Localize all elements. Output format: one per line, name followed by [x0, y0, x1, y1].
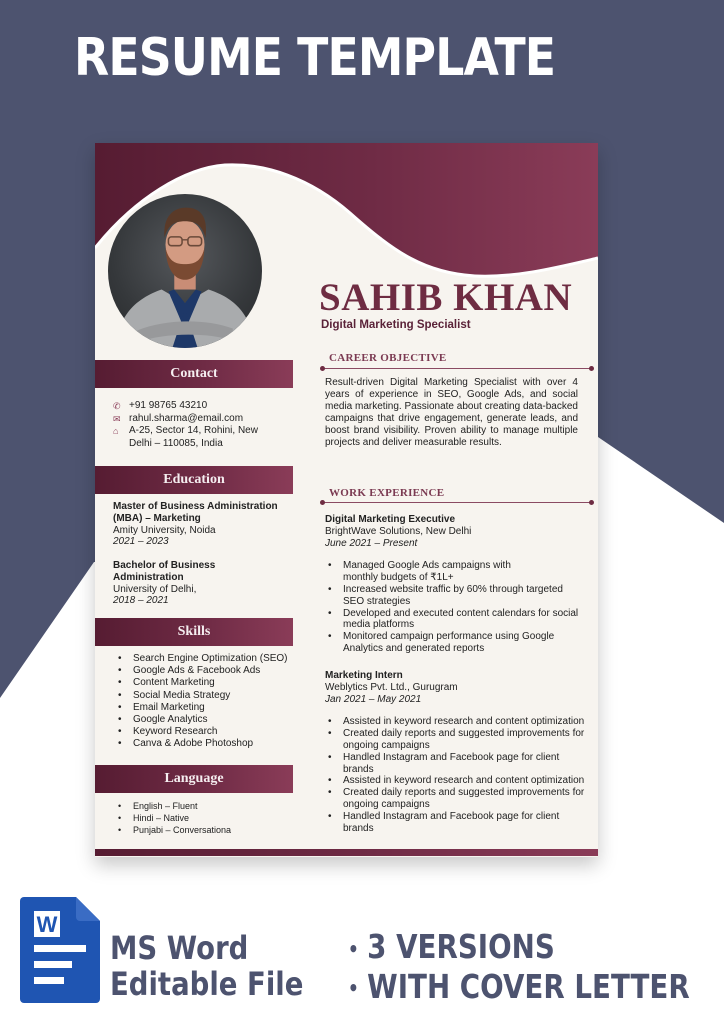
email-icon: ✉: [113, 413, 121, 424]
contact-heading: Contact: [95, 360, 293, 388]
job-bullet: • Created daily reports and suggested improvements for ongoing campaigns: [325, 728, 587, 752]
job-dates: Jan 2021 – May 2021: [325, 693, 422, 705]
skill-item: • Canva & Adobe Photoshop: [115, 738, 288, 750]
language-heading: Language: [95, 765, 293, 793]
skill-item: • Social Media Strategy: [115, 690, 288, 702]
skills-heading: Skills: [95, 618, 293, 646]
education-degree: Master of Business Administration (MBA) – Marketing: [113, 501, 278, 524]
job-company: Weblytics Pvt. Ltd., Gurugram: [325, 681, 458, 693]
job-entry: [325, 514, 590, 655]
ms-word-icon: [20, 897, 100, 1003]
job-bullet: • Developed and executed content calendars for social media platforms: [325, 608, 590, 632]
contact-address: [113, 425, 289, 450]
job-dates: June 2021 – Present: [325, 537, 418, 549]
job-bullet: • Handled Instagram and Facebook page for client brands: [325, 752, 565, 776]
skill-item: • Google Ads & Facebook Ads: [115, 665, 288, 677]
skill-item: • Content Marketing: [115, 677, 288, 689]
job-bullet: • Handled Instagram and Facebook page for client brands: [325, 811, 565, 835]
format-line-2: Editable File: [110, 965, 304, 1003]
education-heading: Education: [95, 466, 293, 494]
contact-email: [113, 413, 289, 426]
skill-item: • Google Analytics: [115, 714, 288, 726]
phone-icon: ✆: [113, 401, 121, 411]
language-item: • Hindi – Native: [115, 813, 231, 825]
email-text[interactable]: rahul.sharma@email.com: [129, 412, 244, 424]
job-bullet: • Managed Google Ads campaigns with monthly budgets of ₹1L+: [325, 560, 547, 584]
home-icon: ⌂: [113, 426, 119, 436]
education-school: Amity University, Noida: [113, 524, 216, 536]
career-objective-heading: CAREER OBJECTIVE: [329, 352, 447, 364]
language-item: • English – Fluent: [115, 801, 231, 813]
job-bullet: • Assisted in keyword research and content optimization: [325, 716, 587, 728]
bullet-icon: •: [348, 976, 359, 1000]
resume-page: [95, 143, 598, 857]
format-line-1: MS Word: [110, 929, 249, 967]
section-divider: [322, 502, 592, 503]
skill-item: • Search Engine Optimization (SEO): [115, 653, 288, 665]
job-bullets: [325, 716, 587, 834]
job-title: Digital Marketing Executive: [325, 514, 456, 525]
job-entry: [325, 670, 587, 834]
education-item: [113, 501, 293, 548]
feature-list: [348, 928, 690, 1007]
footer-bar: [95, 849, 598, 856]
format-label: [110, 930, 303, 1002]
job-bullets: [325, 560, 590, 654]
profile-photo: [106, 192, 264, 350]
feature-item: • 3 VERSIONS: [348, 927, 555, 966]
svg-text:W: W: [36, 912, 58, 937]
job-bullet: • Increased website traffic by 60% through targeted SEO strategies: [325, 584, 580, 608]
contact-phone: [113, 400, 289, 413]
education-years: 2021 – 2023: [113, 536, 169, 548]
address-text: A-25, Sector 14, Rohini, New Delhi – 110085, India: [129, 425, 258, 449]
education-item: [113, 560, 253, 607]
career-objective-text: Result-driven Digital Marketing Specialist with over 4 years of experience in SEO, Google Ads, and social media marketing. Passionate about creating data-backed campaigns that drive engagement, generate leads, and boost brand visibility. Proven ability to manage multiple projects and deliver measurable results.: [325, 377, 578, 448]
candidate-name: SAHIB KHAN: [319, 276, 573, 319]
education-years: 2018 – 2021: [113, 595, 169, 607]
bullet-icon: •: [348, 936, 359, 961]
candidate-job-title: Digital Marketing Specialist: [321, 319, 471, 331]
job-bullet: • Monitored campaign performance using Google Analytics and generated reports: [325, 631, 570, 655]
skill-item: • Keyword Research: [115, 726, 288, 738]
job-company: BrightWave Solutions, New Delhi: [325, 525, 472, 537]
job-title: Marketing Intern: [325, 670, 403, 681]
feature-item: • WITH COVER LETTER: [348, 966, 690, 1006]
education-degree: Bachelor of Business Administration: [113, 560, 216, 583]
work-experience-heading: WORK EXPERIENCE: [329, 487, 445, 499]
skills-list: [115, 653, 288, 751]
section-divider: [322, 368, 592, 369]
skill-item: • Email Marketing: [115, 702, 288, 714]
education-school: University of Delhi,: [113, 583, 197, 595]
job-bullet: • Assisted in keyword research and content optimization: [325, 775, 587, 787]
language-list: [115, 801, 231, 836]
language-item: • Punjabi – Conversationa: [115, 825, 231, 837]
phone-text[interactable]: +91 98765 43210: [129, 400, 208, 411]
contact-list: [113, 400, 289, 450]
promo-title: RESUME TEMPLATE: [74, 28, 556, 88]
job-bullet: • Created daily reports and suggested improvements for ongoing campaigns: [325, 787, 587, 811]
